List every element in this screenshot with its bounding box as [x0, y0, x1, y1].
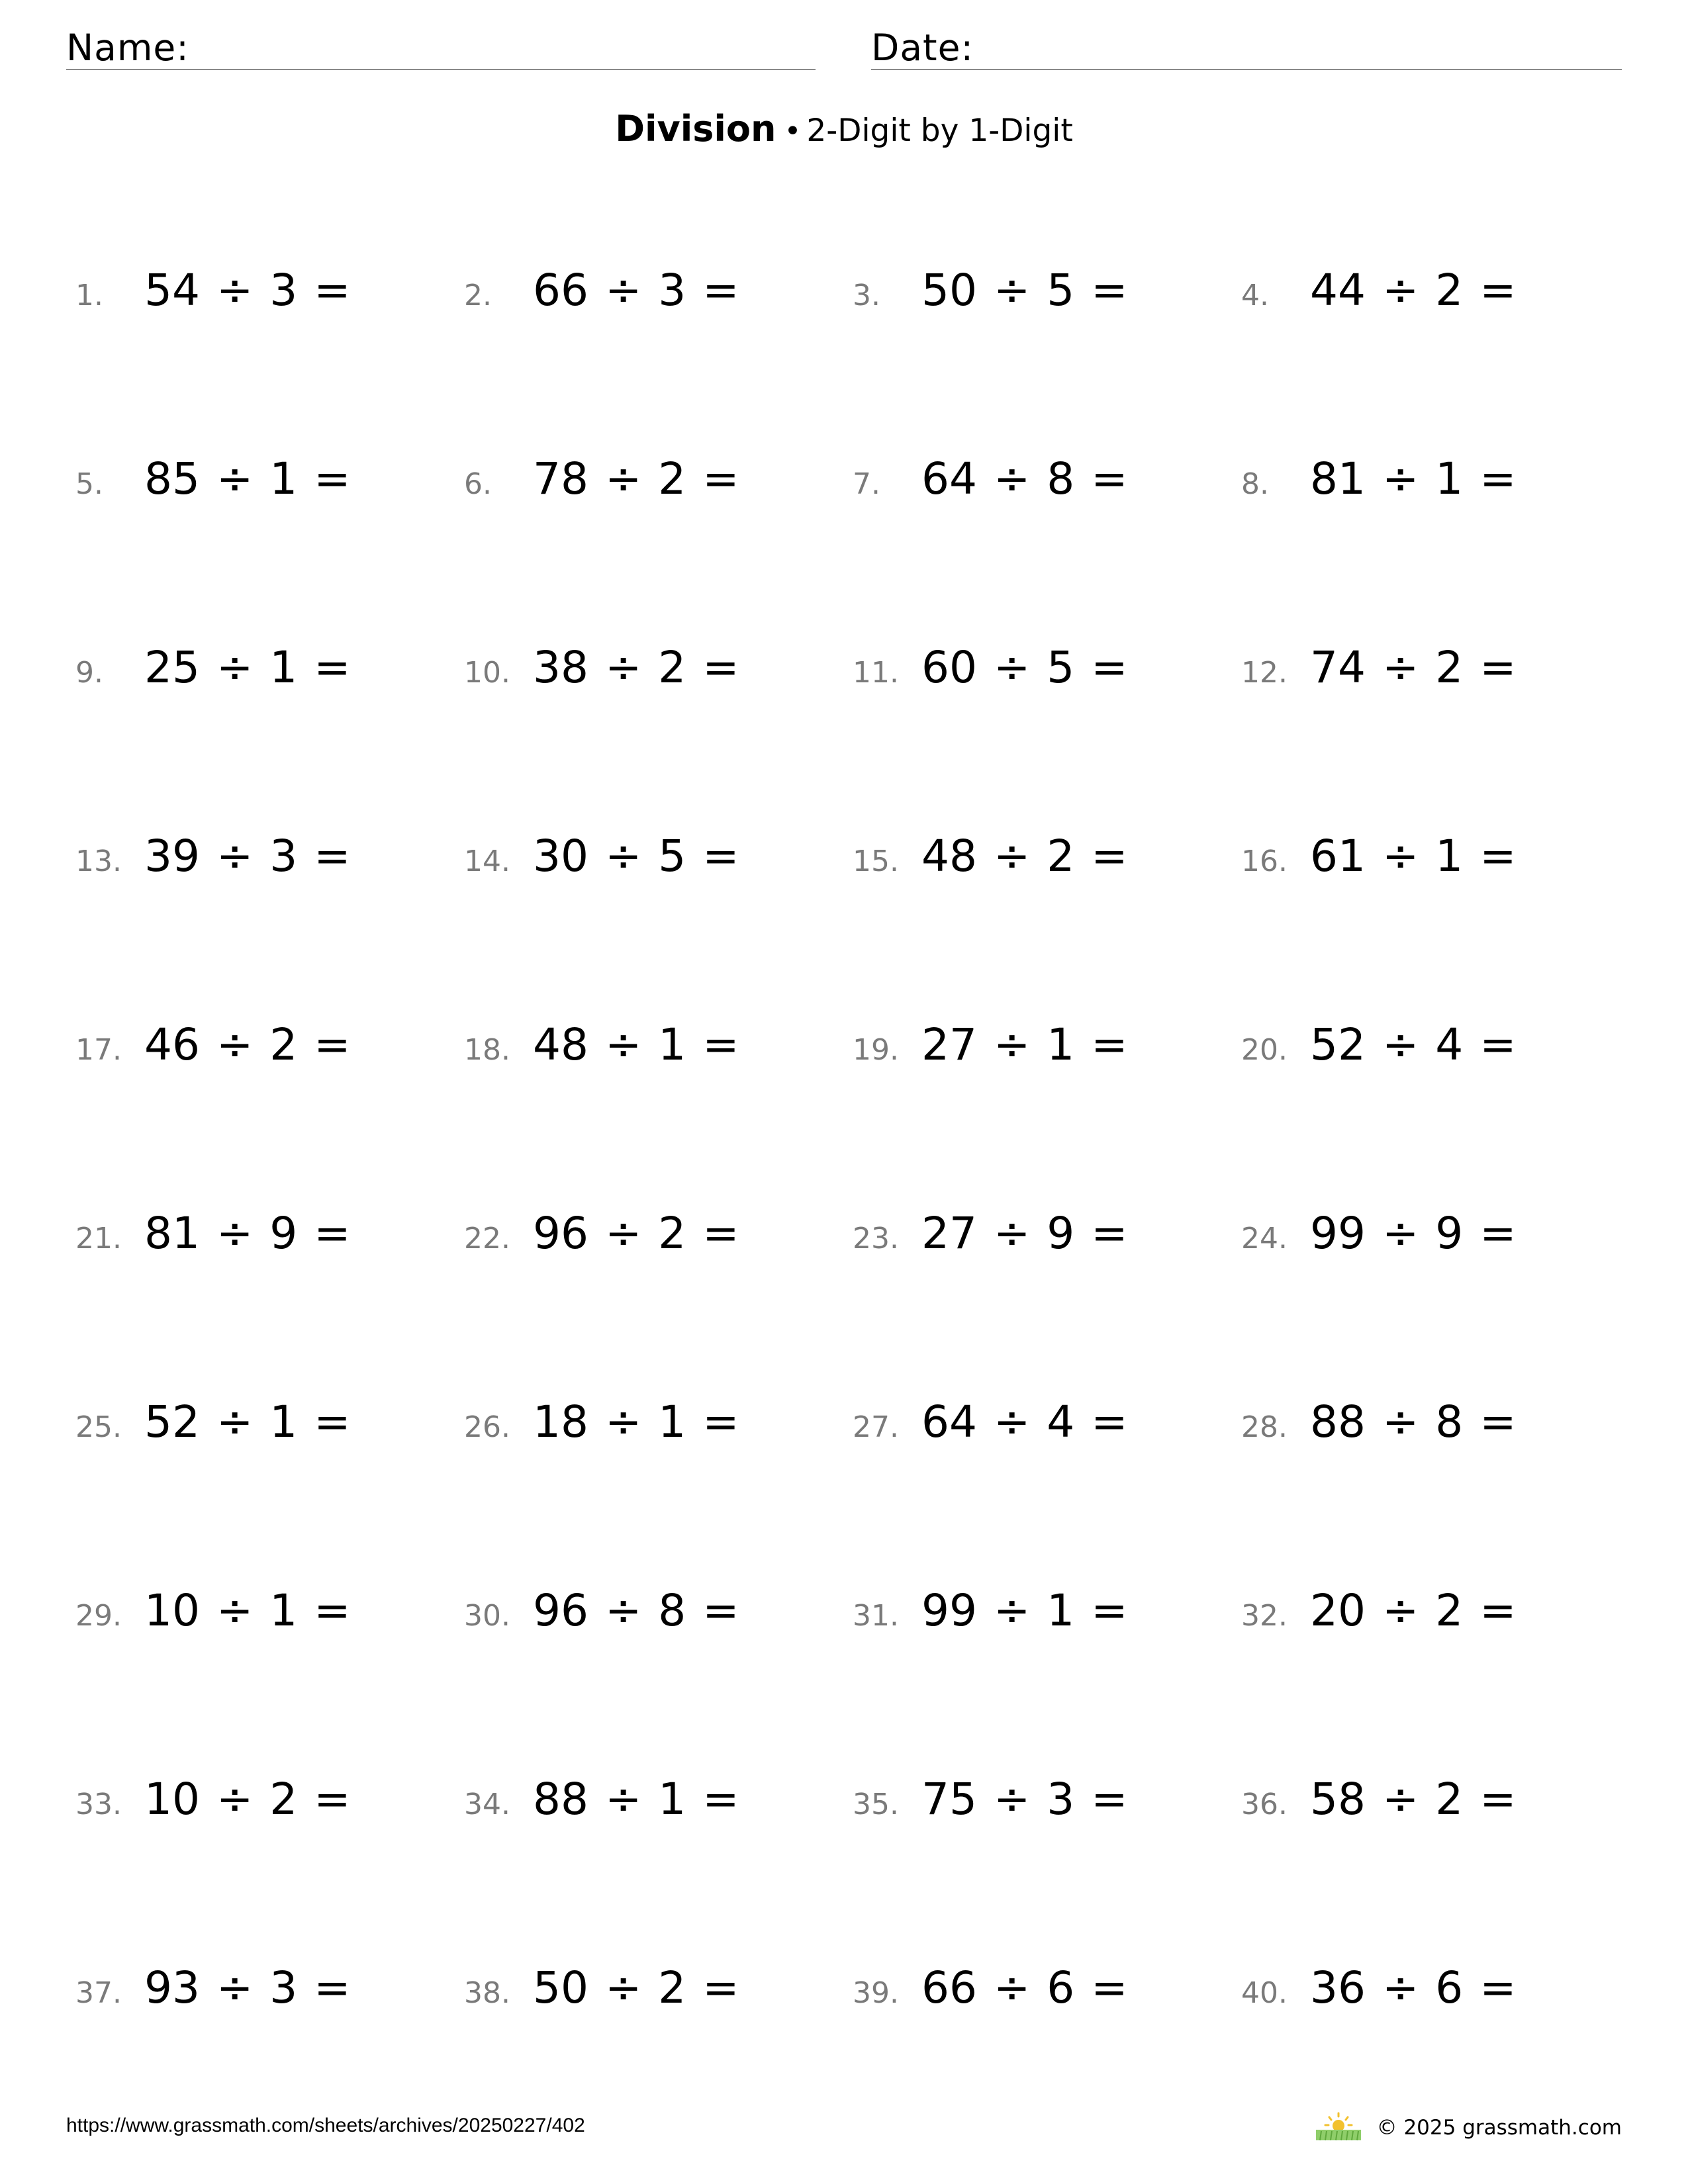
problem-item	[1241, 831, 1517, 890]
problem-number: 22.	[464, 1222, 510, 1255]
problem-expression: 54 ÷ 3 =	[144, 265, 351, 316]
problem-expression: 10 ÷ 1 =	[144, 1585, 351, 1636]
problem-item	[75, 1585, 351, 1645]
problem-expression: 85 ÷ 1 =	[144, 453, 351, 504]
problem-number: 15.	[853, 844, 899, 878]
problem-item	[853, 831, 1128, 890]
problem-item	[464, 265, 739, 324]
problem-number: 2.	[464, 279, 492, 312]
problem-number: 14.	[464, 844, 510, 878]
problem-expression: 60 ÷ 5 =	[921, 642, 1128, 693]
problem-number: 7.	[853, 467, 880, 501]
problem-item	[1241, 1019, 1517, 1079]
problem-item	[75, 1019, 351, 1079]
problem-number: 3.	[853, 279, 880, 312]
problem-number: 5.	[75, 467, 103, 501]
problem-item	[853, 453, 1128, 513]
problem-item	[464, 1208, 739, 1267]
problem-number: 8.	[1241, 467, 1269, 501]
problem-expression: 66 ÷ 6 =	[921, 1962, 1128, 2013]
problem-expression: 93 ÷ 3 =	[144, 1962, 351, 2013]
problem-item	[853, 1208, 1128, 1267]
problem-item	[75, 1208, 351, 1267]
problem-number: 40.	[1241, 1976, 1288, 2010]
problem-number: 38.	[464, 1976, 510, 2010]
problem-number: 36.	[1241, 1788, 1288, 1821]
problem-item	[1241, 1396, 1517, 1456]
problem-expression: 52 ÷ 1 =	[144, 1396, 351, 1447]
problem-number: 17.	[75, 1033, 122, 1067]
problem-number: 13.	[75, 844, 122, 878]
problem-item	[1241, 1585, 1517, 1645]
problem-item	[464, 1774, 739, 1833]
problem-number: 32.	[1241, 1599, 1288, 1633]
problem-number: 24.	[1241, 1222, 1288, 1255]
title-bullet: •	[784, 114, 802, 148]
problem-item	[1241, 1962, 1517, 2022]
problem-number: 10.	[464, 656, 510, 690]
problem-expression: 88 ÷ 1 =	[533, 1774, 739, 1825]
problem-expression: 36 ÷ 6 =	[1310, 1962, 1517, 2013]
problem-expression: 81 ÷ 1 =	[1310, 453, 1517, 504]
problem-item	[75, 1962, 351, 2022]
problem-item	[853, 1774, 1128, 1833]
problem-expression: 27 ÷ 9 =	[921, 1208, 1128, 1259]
problem-expression: 58 ÷ 2 =	[1310, 1774, 1517, 1825]
problem-number: 28.	[1241, 1410, 1288, 1444]
problem-item	[853, 265, 1128, 324]
problem-expression: 50 ÷ 2 =	[533, 1962, 739, 2013]
problem-expression: 25 ÷ 1 =	[144, 642, 351, 693]
problem-expression: 99 ÷ 1 =	[921, 1585, 1128, 1636]
title-main: Division	[615, 108, 776, 150]
problem-item	[464, 1396, 739, 1456]
problem-expression: 38 ÷ 2 =	[533, 642, 739, 693]
problem-item	[1241, 1208, 1517, 1267]
problem-number: 21.	[75, 1222, 122, 1255]
problem-item	[75, 265, 351, 324]
name-label: Name:	[66, 26, 189, 69]
problem-number: 31.	[853, 1599, 899, 1633]
problem-number: 4.	[1241, 279, 1269, 312]
problem-item	[75, 1774, 351, 1833]
problem-item	[464, 1019, 739, 1079]
problem-expression: 44 ÷ 2 =	[1310, 265, 1517, 316]
footer-url: https://www.grassmath.com/sheets/archives/20250227/402	[66, 2115, 585, 2136]
problem-item	[853, 1962, 1128, 2022]
problem-expression: 48 ÷ 1 =	[533, 1019, 739, 1070]
problem-number: 33.	[75, 1788, 122, 1821]
problem-number: 29.	[75, 1599, 122, 1633]
problem-expression: 74 ÷ 2 =	[1310, 642, 1517, 693]
problem-number: 18.	[464, 1033, 510, 1067]
problem-item	[1241, 642, 1517, 702]
problem-number: 6.	[464, 467, 492, 501]
problem-number: 23.	[853, 1222, 899, 1255]
problem-item	[853, 1585, 1128, 1645]
problem-item	[464, 642, 739, 702]
problem-number: 30.	[464, 1599, 510, 1633]
problem-expression: 48 ÷ 2 =	[921, 831, 1128, 882]
problem-item	[853, 1019, 1128, 1079]
problem-number: 37.	[75, 1976, 122, 2010]
problem-item	[1241, 265, 1517, 324]
problem-expression: 27 ÷ 1 =	[921, 1019, 1128, 1070]
problem-expression: 50 ÷ 5 =	[921, 265, 1128, 316]
worksheet-title	[0, 106, 1688, 155]
problem-item	[464, 1585, 739, 1645]
problem-expression: 66 ÷ 3 =	[533, 265, 739, 316]
sun-over-grass-icon	[1315, 2111, 1362, 2144]
problem-item	[853, 1396, 1128, 1456]
problem-item	[75, 1396, 351, 1456]
problem-expression: 64 ÷ 4 =	[921, 1396, 1128, 1447]
problem-number: 39.	[853, 1976, 899, 2010]
name-field[interactable]	[66, 26, 816, 70]
problem-item	[1241, 453, 1517, 513]
problem-expression: 75 ÷ 3 =	[921, 1774, 1128, 1825]
problem-number: 20.	[1241, 1033, 1288, 1067]
problem-expression: 39 ÷ 3 =	[144, 831, 351, 882]
problem-expression: 61 ÷ 1 =	[1310, 831, 1517, 882]
problem-number: 16.	[1241, 844, 1288, 878]
problem-expression: 99 ÷ 9 =	[1310, 1208, 1517, 1259]
problem-item	[464, 831, 739, 890]
footer-brand	[1315, 2111, 1622, 2144]
title-subtitle: 2-Digit by 1-Digit	[806, 113, 1073, 149]
problem-expression: 20 ÷ 2 =	[1310, 1585, 1517, 1636]
problem-item	[75, 453, 351, 513]
problem-item	[853, 642, 1128, 702]
date-label: Date:	[871, 26, 974, 69]
problem-number: 9.	[75, 656, 103, 690]
problem-item	[1241, 1774, 1517, 1833]
problem-expression: 18 ÷ 1 =	[533, 1396, 739, 1447]
problem-expression: 10 ÷ 2 =	[144, 1774, 351, 1825]
problem-number: 12.	[1241, 656, 1288, 690]
problem-expression: 52 ÷ 4 =	[1310, 1019, 1517, 1070]
problem-expression: 81 ÷ 9 =	[144, 1208, 351, 1259]
problem-expression: 64 ÷ 8 =	[921, 453, 1128, 504]
problem-expression: 78 ÷ 2 =	[533, 453, 739, 504]
problem-item	[464, 1962, 739, 2022]
problem-number: 35.	[853, 1788, 899, 1821]
problem-expression: 96 ÷ 8 =	[533, 1585, 739, 1636]
date-field[interactable]	[871, 26, 1622, 70]
problem-item	[75, 831, 351, 890]
problem-expression: 88 ÷ 8 =	[1310, 1396, 1517, 1447]
problem-expression: 30 ÷ 5 =	[533, 831, 739, 882]
problem-item	[464, 453, 739, 513]
problem-number: 34.	[464, 1788, 510, 1821]
problem-number: 27.	[853, 1410, 899, 1444]
problem-item	[75, 642, 351, 702]
problem-number: 26.	[464, 1410, 510, 1444]
problem-number: 1.	[75, 279, 103, 312]
problem-number: 11.	[853, 656, 899, 690]
problem-expression: 46 ÷ 2 =	[144, 1019, 351, 1070]
problem-expression: 96 ÷ 2 =	[533, 1208, 739, 1259]
footer-copyright: © 2025 grassmath.com	[1376, 2116, 1622, 2140]
problem-number: 19.	[853, 1033, 899, 1067]
problem-number: 25.	[75, 1410, 122, 1444]
